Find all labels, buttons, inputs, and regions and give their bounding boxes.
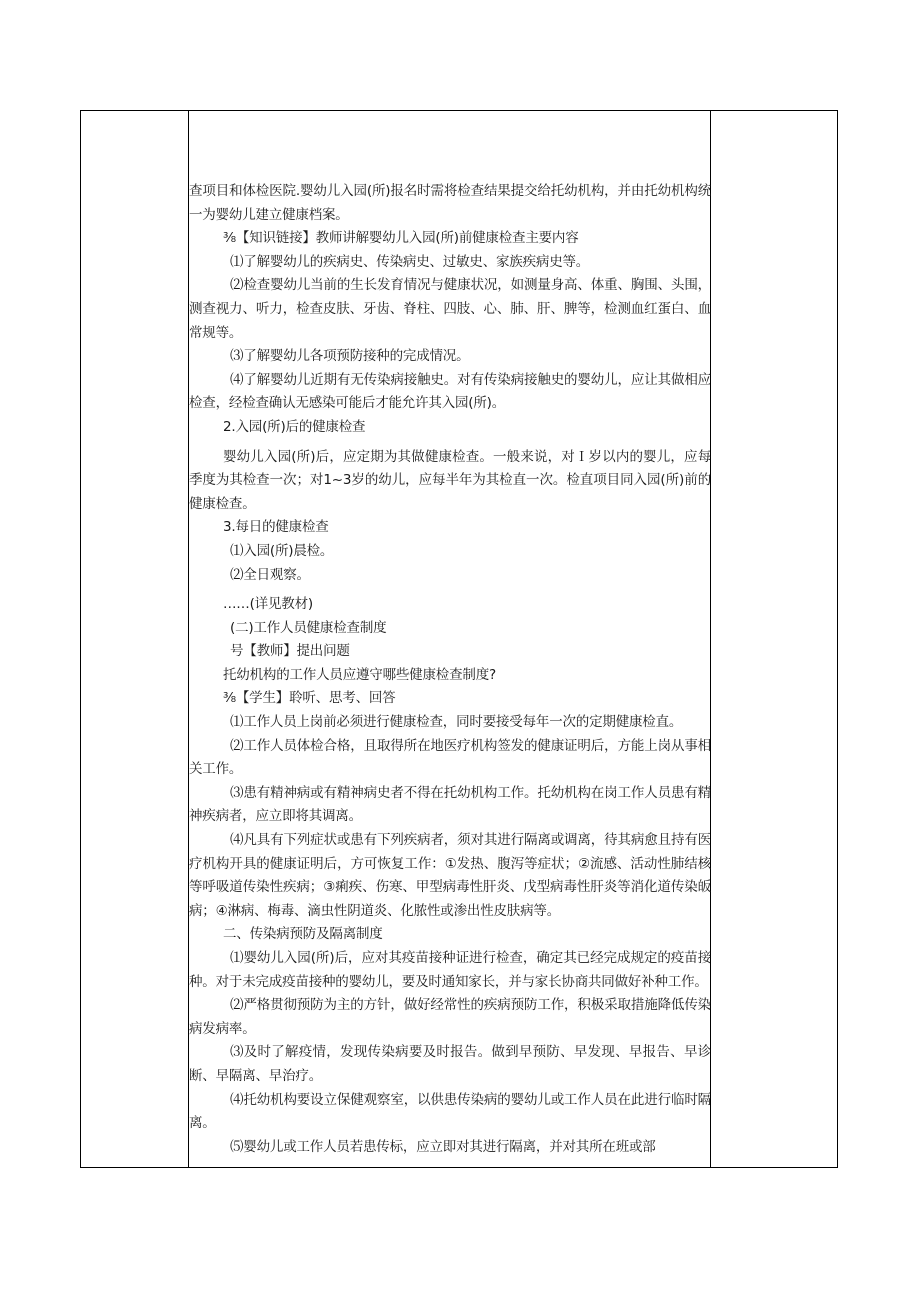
paragraph: ⑵严格贯彻预防为主的方针，做好经常性的疾病预防工作，积极采取措施降低传染病发病率。: [189, 997, 711, 1037]
paragraph: ⑶及时了解疫情，发现传染病要及时报告。做到早预防、早发现、早报告、早诊断、早隔离、早治疗。: [189, 1044, 711, 1084]
paragraph: ⑸婴幼儿或工作人员若患传标，应立即对其进行隔离，并对其所在班或部: [230, 1138, 656, 1155]
paragraph: ⑷了解婴幼儿近期有无传染病接触史。对有传染病接触史的婴幼儿，应让其做相应检查，经检查确认无感染可能后才能允许其入园(所)。: [189, 371, 711, 412]
paragraph: ⑶患有精神病或有精神病史者不得在托幼机构工作。托幼机构在岗工作人员患有精神疾病者，应立即将其调离。: [189, 784, 711, 825]
paragraph: ⑶了解婴幼儿各项预防接种的完成情况。: [230, 348, 470, 365]
paragraph: ⑴工作人员上岗前必须进行健康检查，同时要接受每年一次的定期健康检直。: [230, 714, 683, 731]
paragraph: 2.入园(所)后的健康检查: [223, 418, 366, 435]
paragraph: ⅜【学生】聆听、思考、回答: [223, 690, 396, 707]
paragraph: (二)工作人员健康检查制度: [230, 619, 387, 636]
paragraph: 3.每日的健康检查: [223, 519, 329, 536]
paragraph: 婴幼儿入园(所)后，应定期为其做健康检查。一般来说，对Ｉ岁以内的婴儿，应每季度为其检查一次；对1~3岁的幼儿，应每半年为其检直一次。检直项目同入园(所)前的健康检查。: [189, 448, 711, 512]
paragraph: ⅜【知识链接】教师讲解婴幼儿入园(所)前健康检查主要内容: [223, 230, 579, 247]
paragraph: ⑴婴幼儿入园(所)后，应对其疫苗接种证进行检查，确定其已经完成规定的疫苗接种。对于未完成疫苗接种的婴幼儿，要及时通知家长，并与家长协商共同做好补种工作。: [189, 950, 711, 990]
paragraph: 托幼机构的工作人员应遵守哪些健康检查制度?: [223, 666, 496, 683]
paragraph: ⑷凡具有下列症状或患有下列疾病者，须对其进行隔离或调离，待其病愈且持有医疗机构开具的健康证明后，方可恢复工作：①发热、腹泻等症状；②流感、活动性肺结核等呼吸道传染性疾病；③痢疾、伤寒、甲型病毒性肝炎、戊型病毒性肝炎等消化道传染皈病；④淋病、梅毒、滴虫性阴道炎、化脓性或渗出性皮肤病等。: [189, 832, 711, 919]
main-text-column: [189, 180, 711, 1159]
paragraph: ⑵全日观察。: [230, 566, 310, 583]
paragraph: ⑴入园(所)晨检。: [230, 542, 334, 559]
paragraph: ⑴了解婴幼儿的疾病史、传染病史、过敏史、家族疾病史等。: [230, 253, 590, 270]
paragraph: ⑵检查婴幼儿当前的生长发育情况与健康状况，如测量身高、体重、胸围、头围，测查视力、听力，检查皮肤、牙齿、脊柱、四肢、心、肺、肝、脾等，检测血红蛋白、血常规等。: [189, 277, 711, 341]
paragraph: 号【教师】提出问题: [230, 643, 350, 660]
paragraph: 查项目和体检医院.婴幼儿入园(所)报名时需将检查结果提交给托幼机构，并由托幼机构统一为婴幼儿建立健康档案。: [189, 183, 711, 223]
paragraph: 二、传染病预防及隔离制度: [223, 926, 383, 943]
paragraph: ⑵工作人员体检合格，且取得所在地医疗机构签发的健康证明后，方能上岗从事相关工作。: [189, 737, 711, 778]
paragraph: ……(详见教材): [223, 596, 313, 613]
paragraph: ⑷托幼机构要设立保健观察室，以供患传染病的婴幼儿或工作人员在此进行临时隔离。: [189, 1091, 711, 1132]
